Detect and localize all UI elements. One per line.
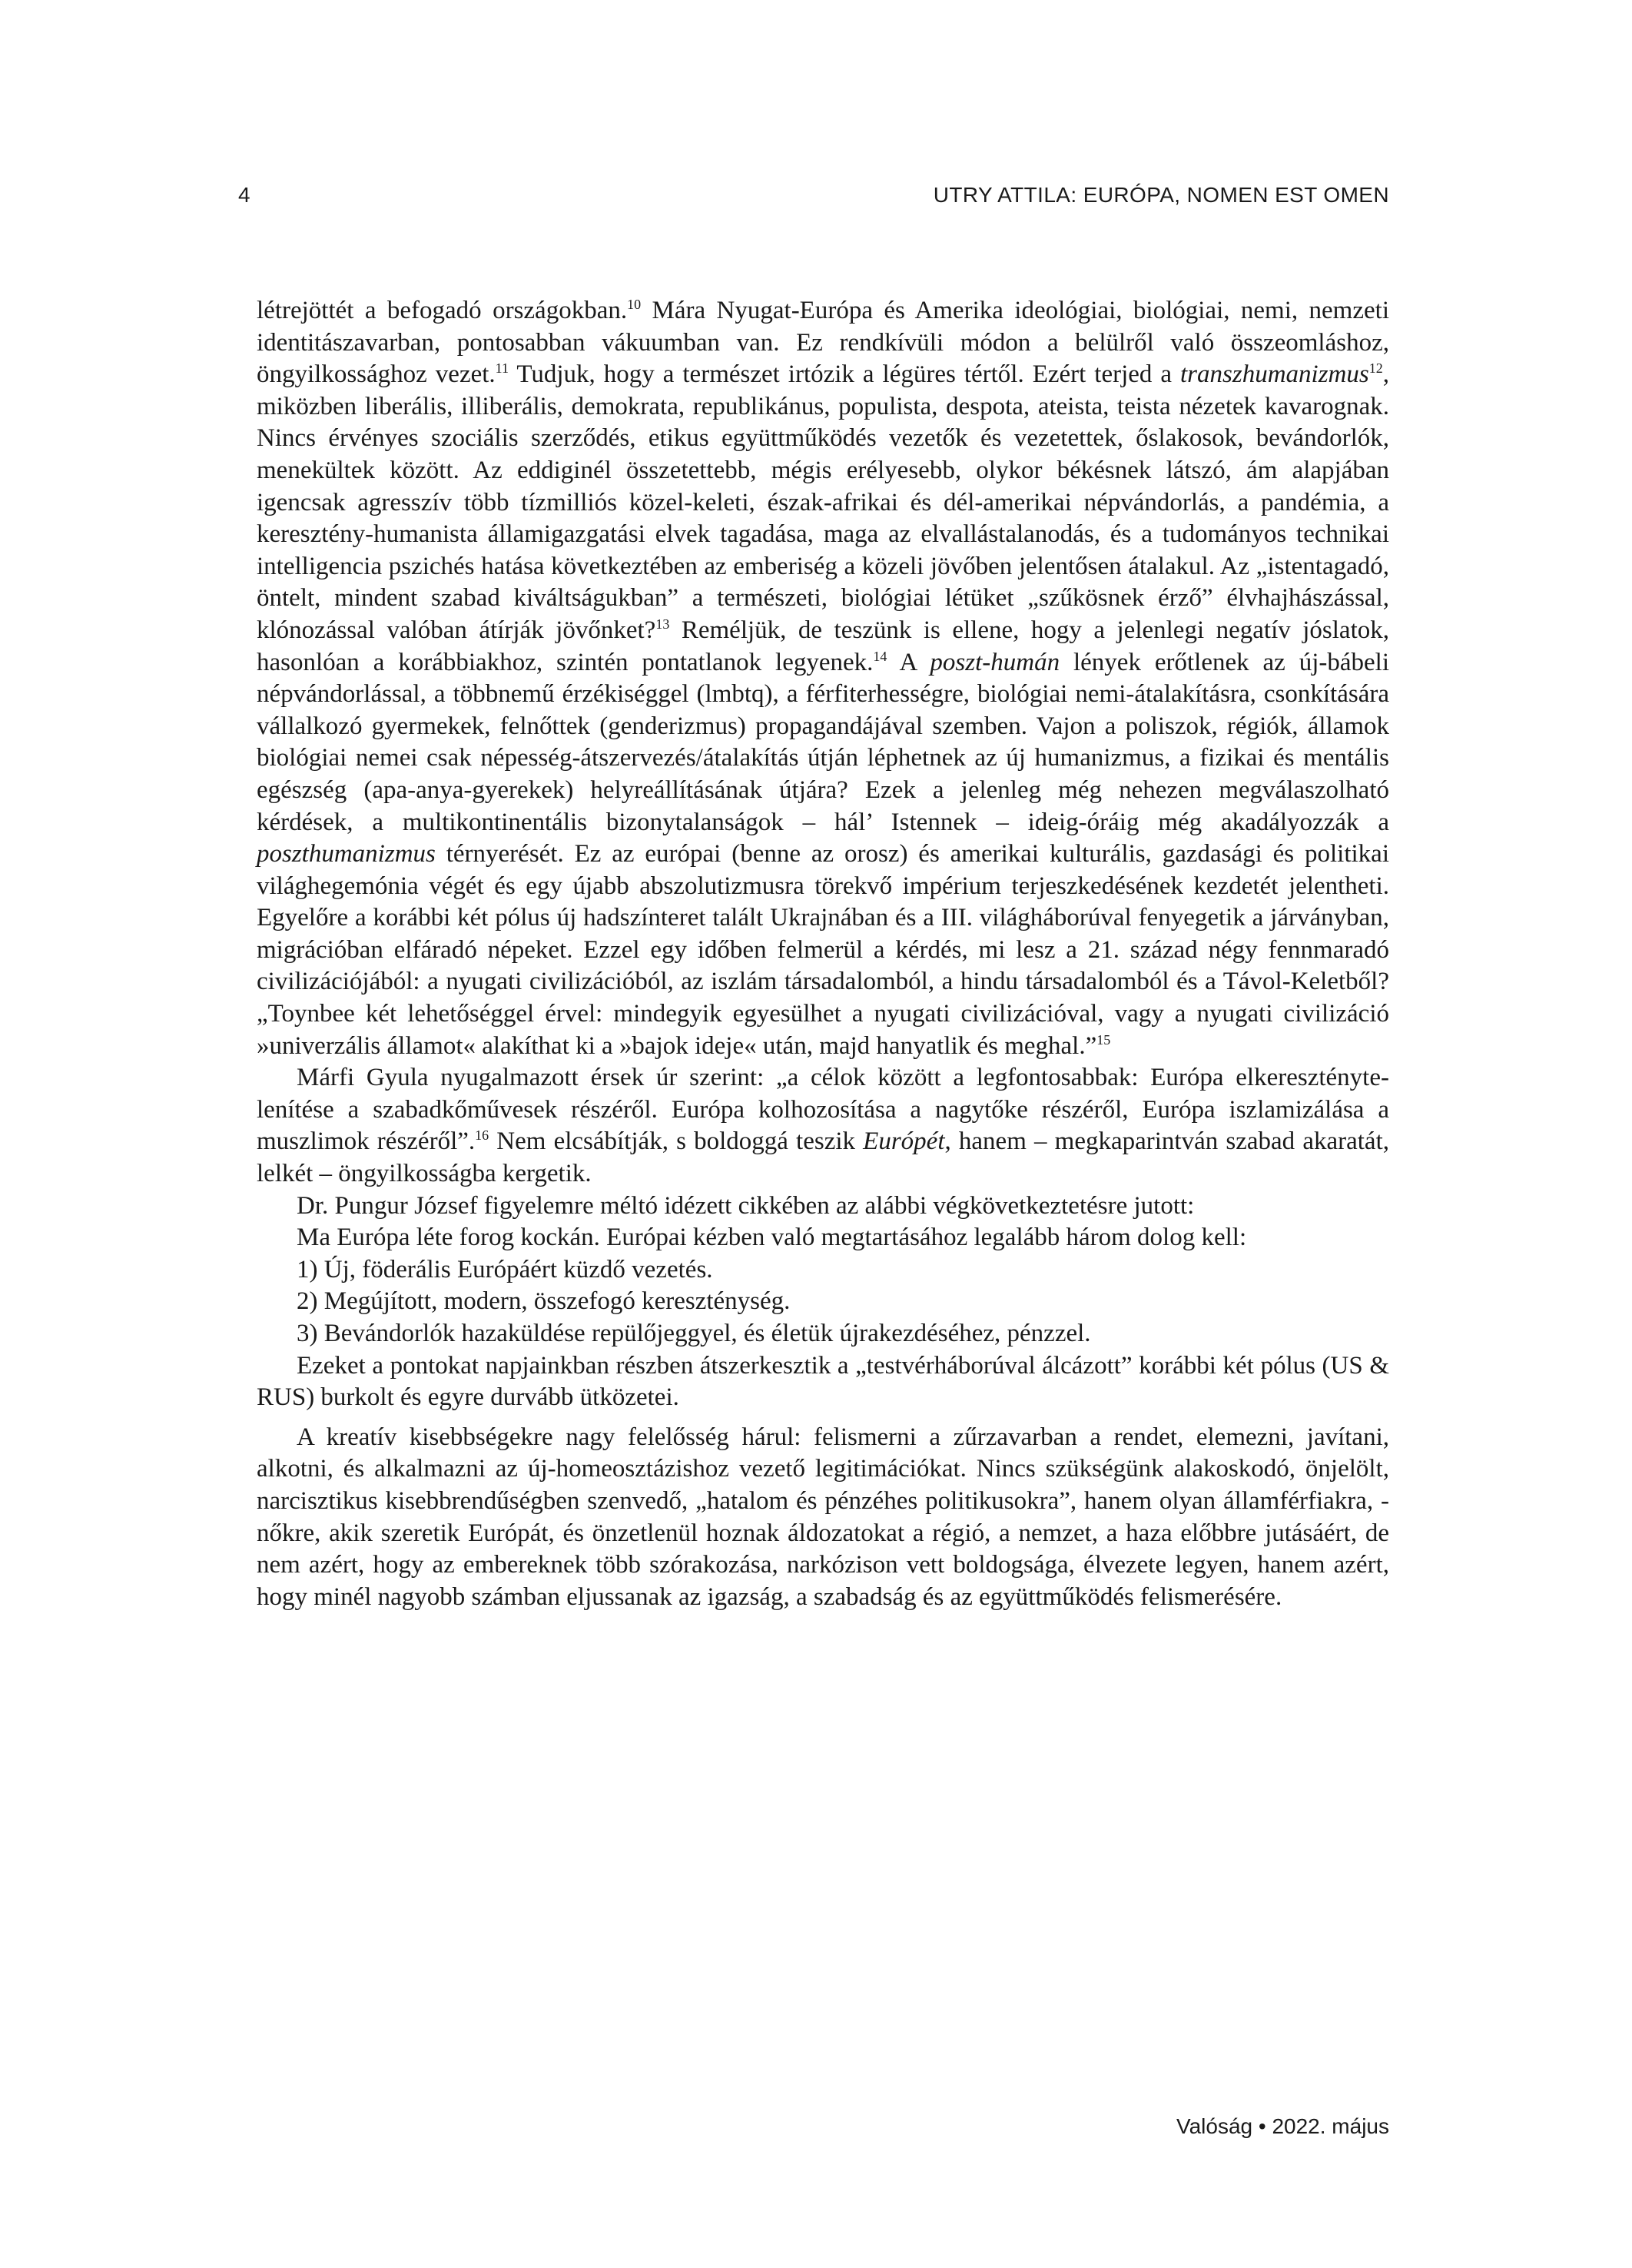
italic-term-poszthumanizmus: poszthumanizmus (257, 840, 436, 868)
text-run: , miközben liberális, illiberális, demokrata, republikánus, populista, despota, ateista, teista nézetek kavarognak. Nincs érvényes szociális szerződés, etikus együttműködés vezetők és vezetettek, őslakosok, bevándorlók, menekültek között. Az eddiginél összetettebb, mégis erélyesebb, olykor békésnek látszó, ám alapjában igencsak agresszív több tízmilliós közel-keleti, észak-afrikai és dél-amerikai népvándorlás, a pandémia, a keresztény-humanista államigazgatási elvek tagadása, maga az elvallástalanodás, és a tudományos technikai intelligencia pszichés hatása következtében az emberiség a közeli jövőben jelentősen átalakul. Az „istentagadó, öntelt, mindent szabad kiváltságukban” a természeti, biológiai létüket „szűkösnek érző” élvhajhászással, klónozással valóban átírják jövőnket? (257, 360, 1389, 644)
paragraph-3: Dr. Pungur József figyelemre méltó idézett cikkében az alábbi végkövetkeztetésre jutott: (297, 1191, 1195, 1220)
footnote-ref-12: 12 (1368, 360, 1383, 377)
text-run: Tudjuk, hogy a természet irtózik a légüres tértől. Ezért terjed a (509, 360, 1181, 389)
italic-term-poszt-human: poszt-humán (930, 648, 1060, 676)
italic-term-transzhumanizmus: transzhumanizmus (1180, 360, 1369, 389)
running-header (238, 183, 1389, 217)
text-run: A (887, 648, 930, 676)
page-number: 4 (238, 183, 250, 207)
text-run: , hanem – megkaparintván szabad akaratát, lelkét – öngyilkosságba kergetik. (257, 1127, 1389, 1188)
text-run: Mára Nyugat-Európa és Amerika ideológiai, biológiai, nemi, nemzeti identitászavarban, pontosabban vákuumban van. Ez rendkívüli módon a belülről való összeomláshoz, öngyilkossághoz vezet. (257, 297, 1389, 389)
paragraph-6: A kreatív kisebbségekre nagy felelősség hárul: felismerni a zűrzavarban a rendet, elemezni, javítani, alkotni, és alkalmazni az új-homeosztázishoz vezető legitimációkat. Nincs szükségünk alakoskodó, önjelölt, narcisztikus kisebbrendűségben szenvedő, „hatalom és pénzéhes politikusokra”, hanem olyan államférfiakra, -nőkre, akik szeretik Európát, és önzetlenül hoznak áldozatokat a régió, a nemzet, a haza előbbre jutásáért, de nem azért, hogy az embereknek több szórakozása, narkózison vett boldogsága, élvezete legyen, hanem azért, hogy minél nagyobb számban eljussanak az igazság, a szabadság és az együttműködés felismerésére. (257, 1423, 1389, 1611)
text-run: létrejöttét a befogadó országokban. (257, 297, 628, 324)
running-title: UTRY ATTILA: EURÓPA, NOMEN EST OMEN (933, 183, 1389, 207)
footnote-ref-14: 14 (873, 648, 887, 664)
footnote-ref-11: 11 (495, 360, 509, 377)
text-run: Nem elcsábítják, s boldoggá teszik (489, 1127, 864, 1156)
text-run: Reméljük, de teszünk is ellene, hogy a jelenlegi negatív jóslatok, hasonlóan a korábbiakhoz, szintén pontatlanok legyenek. (257, 616, 1389, 676)
text-run: Márfi Gyula nyugalmazott érsek úr szerint: „a célok között a legfontosabbak: Európa elkereszténytelenítése a szabadkőművesek részéről. Európa kolhozosítása a nagytőke részéről, Európa iszlamizálása a muszlimok részéről”. (257, 1064, 1389, 1156)
footnote-ref-16: 16 (475, 1127, 489, 1144)
paragraph-2 (257, 1062, 1389, 1190)
paragraph-4: Ma Európa léte forog kockán. Európai kézben való megtartásához legalább három dolog kell: (297, 1224, 1247, 1252)
footnote-ref-15: 15 (1096, 1031, 1111, 1048)
italic-term-europet: Európét (863, 1127, 945, 1156)
footnote-ref-10: 10 (627, 297, 642, 312)
list-item-1: 1) Új, föderális Európáért küzdő vezetés. (297, 1255, 713, 1283)
list-item-2: 2) Megújított, modern, összefogó kereszténység. (297, 1287, 791, 1316)
text-run: lények erőtlenek az új-bábeli népvándorlással, a többnemű érzékiséggel (lmbtq), a férfiterhességre, biológiai nemi-átalakításra, csonkítására vállalkozó gyermekek, felnőttek (genderizmus) propagandájával szemben. Vajon a poliszok, régiók, államok biológiai nemei csak népesség-átszervezés/átalakítás útján léphetnek az új humanizmus, a fizikai és mentális egészség (apa-anya-gyerekek) helyreállításának útjára? Ezek a jelenleg még nehezen megválaszolható kérdések, a multikontinentális bizonytalanságok – hál’ Istennek – ideig-óráig még akadályozzák a (257, 648, 1389, 836)
article-body (257, 295, 1389, 1613)
list-item-3: 3) Bevándorlók hazaküldése repülőjeggyel, és életük újrakezdéséhez, pénzzel. (297, 1320, 1091, 1347)
text-run: térnyerését. Ez az európai (benne az orosz) és amerikai kulturális, gazdasági és politikai világhegemónia végét és egy újabb abszolutizmusra törekvő impérium terjeszkedésének kezdetét jelentheti. Egyelőre a korábbi két pólus új hadszínteret talált Ukrajnában és a III. világháborúval fenyegetik a járványban, migrációban elfáradó népeket. Ezzel egy időben felmerül a kérdés, mi lesz a 21. század négy fennmaradó civilizációjából: a nyugati civilizációból, az iszlám társadalomból, a hindu társadalomból és a Távol-Keletből? „Toynbee két lehetőséggel érvel: mindegyik egyesülhet a nyugati civilizációval, vagy a nyugati civilizáció »univerzális államot« alakíthat ki a »bajok ideje« után, majd hanyatlik és meghal.” (257, 840, 1389, 1060)
paragraph-5: Ezeket a pontokat napjainkban részben átszerkesztik a „testvérháborúval álcázott” korábbi két pólus (US & RUS) burkolt és egyre durvább ütközetei. (257, 1351, 1389, 1412)
footer-journal-issue: Valóság • 2022. május (1176, 2114, 1389, 2138)
footnote-ref-13: 13 (655, 616, 670, 632)
paragraph-1 (257, 295, 1389, 1062)
